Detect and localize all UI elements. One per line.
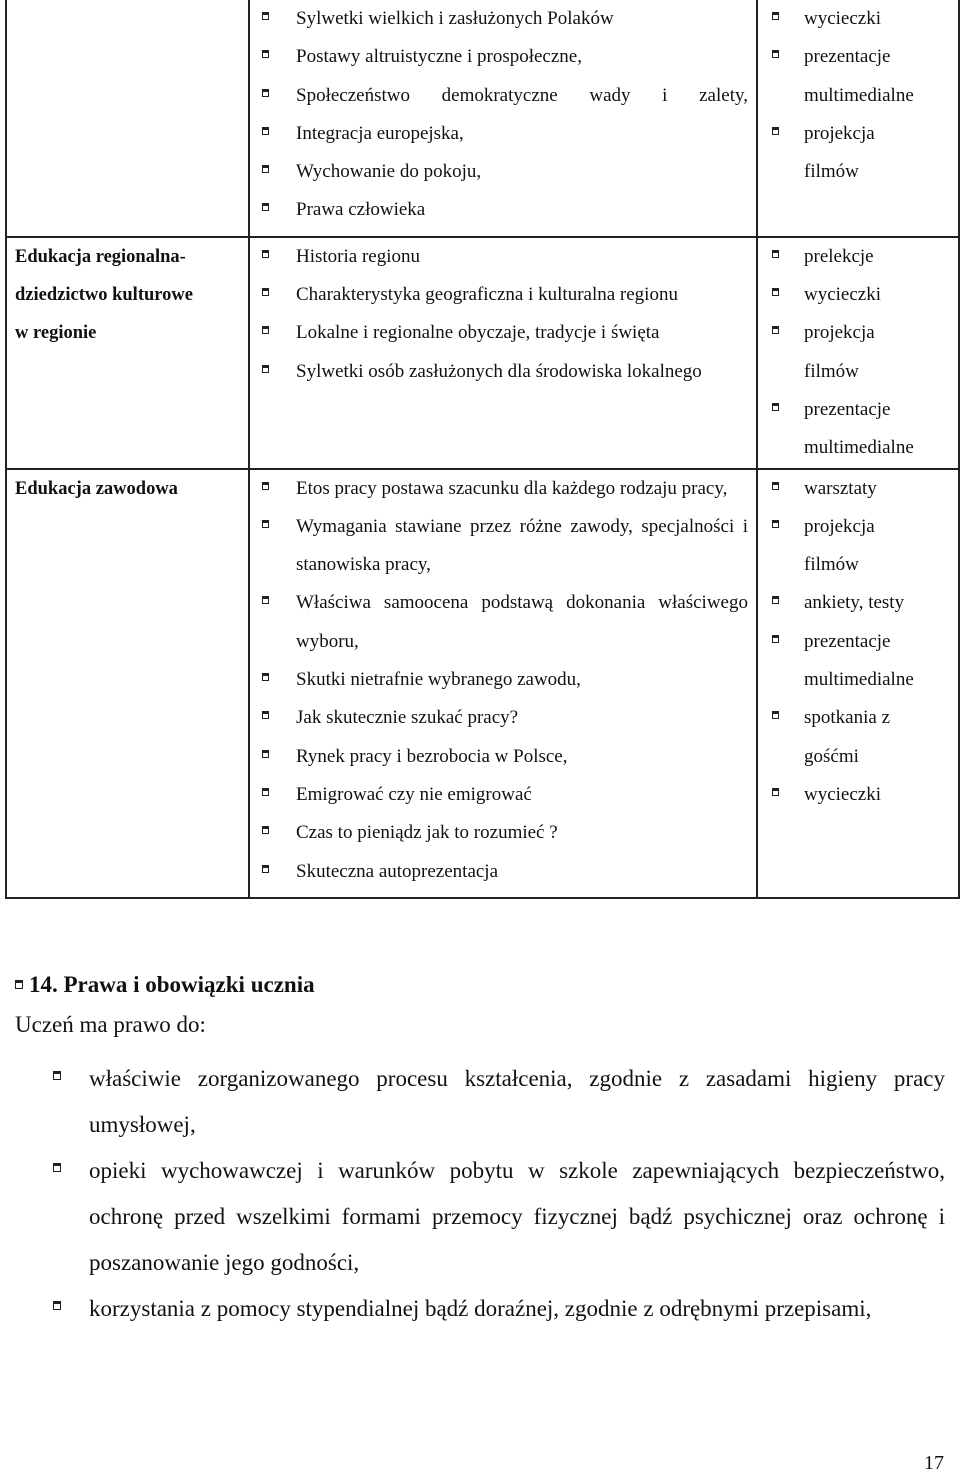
list-item: Społeczeństwo demokratyczne wady i zalety,: [250, 77, 756, 115]
method-line: prezentacje: [804, 46, 891, 68]
method-line: filmów: [804, 360, 859, 382]
method-line: projekcja: [804, 322, 875, 344]
methods-cell: [757, 237, 959, 469]
method-line: filmów: [804, 554, 859, 576]
list-item: [758, 238, 958, 276]
rights-list: [15, 1056, 945, 1332]
list-item: opieki wychowawczej i warunków pobytu w szkole zapewniających bezpieczeństwo, ochronę przed wszelkimi formami przemocy fizycznej bądź psychicznej oraz ochronę i poszanowanie jego godności,: [15, 1148, 945, 1286]
list-item: Rynek pracy i bezrobocia w Polsce,: [250, 738, 756, 776]
list-item: Prawa człowieka: [250, 191, 756, 229]
list-item: Emigrować czy nie emigrować: [250, 776, 756, 814]
list-item: Wychowanie do pokoju,: [250, 153, 756, 191]
topic-line: Edukacja regionalna-: [15, 246, 186, 267]
content-cell: [249, 237, 757, 469]
methods-cell: [757, 469, 959, 898]
method-line: prezentacje: [804, 398, 891, 420]
method-line: prelekcje: [804, 245, 874, 267]
section-number: 14.: [29, 972, 58, 997]
method-line: projekcja: [804, 122, 875, 144]
list-item: Jak skutecznie szukać pracy?: [250, 699, 756, 737]
method-line: projekcja: [804, 515, 875, 537]
list-item: Lokalne i regionalne obyczaje, tradycje i święta: [250, 314, 756, 352]
list-item: właściwie zorganizowanego procesu kształcenia, zgodnie z zasadami higieny pracy umysłowej,: [15, 1056, 945, 1148]
method-line: multimedialne: [804, 669, 914, 691]
list-item: Sylwetki osób zasłużonych dla środowiska lokalnego: [250, 353, 756, 391]
table-row: [6, 469, 959, 898]
topic-cell: [6, 237, 249, 469]
list-item: [758, 470, 958, 508]
list-item: Właściwa samoocena podstawą dokonania właściwego wyboru,: [250, 584, 756, 661]
method-line: warsztaty: [804, 477, 877, 499]
list-item: Charakterystyka geograficzna i kulturalna regionu: [250, 276, 756, 314]
list-item: [758, 391, 958, 468]
list-item: [758, 623, 958, 700]
list-item: [758, 0, 958, 38]
method-line: gośćmi: [804, 745, 859, 767]
list-item: Skuteczna autoprezentacja: [250, 853, 756, 891]
table-row: [6, 237, 959, 469]
list-item: korzystania z pomocy stypendialnej bądź doraźnej, zgodnie z odrębnymi przepisami,: [15, 1286, 945, 1332]
list-item: Sylwetki wielkich i zasłużonych Polaków: [250, 0, 756, 38]
topic-line: w regionie: [15, 323, 97, 344]
list-item: [758, 276, 958, 314]
section-heading: [15, 968, 945, 1002]
topic-line: dziedzictwo kulturowe: [15, 285, 193, 306]
section-title: Prawa i obowiązki ucznia: [63, 972, 315, 997]
list-item: Integracja europejska,: [250, 115, 756, 153]
list-item: [758, 776, 958, 814]
list-item: Czas to pieniądz jak to rozumieć ?: [250, 814, 756, 852]
section-intro: Uczeń ma prawo do:: [15, 1012, 206, 1037]
method-line: wycieczki: [804, 8, 882, 29]
list-item: [758, 584, 958, 622]
topic-line: Edukacja zawodowa: [15, 478, 178, 499]
list-item: Wymagania stawiane przez różne zawody, specjalności i stanowiska pracy,: [250, 508, 756, 585]
method-line: multimedialne: [804, 84, 914, 106]
list-item: [758, 38, 958, 115]
method-line: filmów: [804, 161, 859, 183]
content-cell: [249, 0, 757, 237]
method-line: ankiety, testy: [804, 592, 905, 614]
topic-cell: [6, 0, 249, 237]
list-item: [758, 699, 958, 776]
method-line: wycieczki: [804, 783, 882, 805]
methods-cell: [757, 0, 959, 237]
table-row: [6, 0, 959, 237]
method-line: wycieczki: [804, 284, 882, 306]
list-item: [758, 508, 958, 585]
list-item: [758, 314, 958, 391]
list-item: Historia regionu: [250, 238, 756, 276]
method-line: prezentacje: [804, 630, 891, 652]
curriculum-table: [5, 0, 960, 899]
list-item: [758, 115, 958, 192]
list-item: Postawy altruistyczne i prospołeczne,: [250, 38, 756, 76]
topic-cell: [6, 469, 249, 898]
method-line: spotkania z: [804, 707, 891, 729]
content-cell: [249, 469, 757, 898]
page-number: 17: [924, 1452, 944, 1474]
rights-section: [15, 968, 945, 1332]
method-line: multimedialne: [804, 437, 914, 459]
list-item: Skutki nietrafnie wybranego zawodu,: [250, 661, 756, 699]
list-item: Etos pracy postawa szacunku dla każdego rodzaju pracy,: [250, 470, 756, 508]
